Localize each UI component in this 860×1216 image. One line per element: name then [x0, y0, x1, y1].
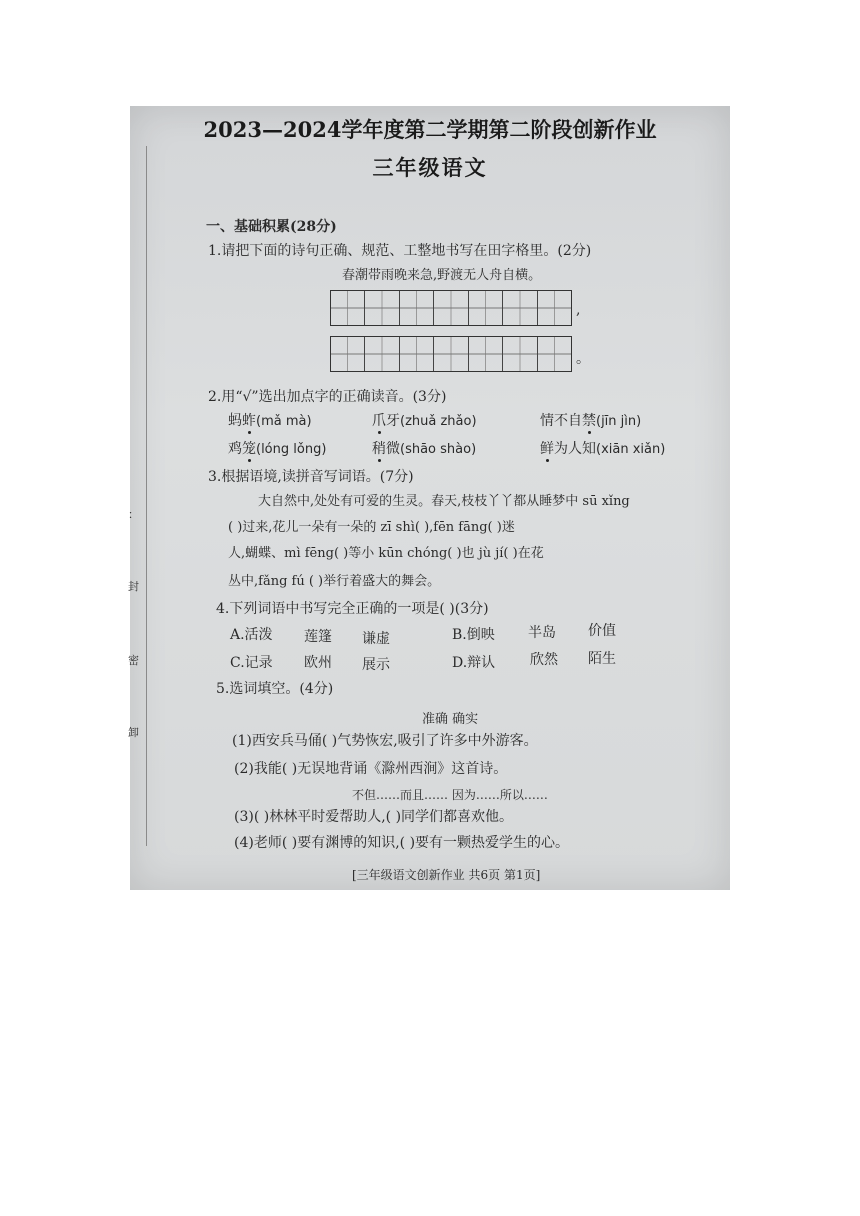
passage-line: 人,蝴蝶、mì fēng( )等小 kūn chóng( )也 jù jí( )在花 [228, 546, 544, 561]
passage-line: ( )过来,花儿一朵有一朵的 zī shì( ),fēn fāng( )迷 [228, 520, 515, 535]
grid-cell [469, 291, 503, 325]
option-d-word: 陌生 [588, 651, 616, 667]
writing-grid-2[interactable] [330, 336, 572, 372]
option-d-word[interactable]: D.辩认 [452, 655, 496, 671]
document-photo [130, 106, 730, 890]
grid-cell [400, 291, 434, 325]
passage-line: 大自然中,处处有可爱的生灵。春天,枝枝丫丫都从睡梦中 sū xǐng [258, 494, 630, 509]
char-prefix: 蚂 [228, 413, 242, 429]
poem-line: 春潮带雨晚来急,野渡无人舟自横。 [342, 268, 542, 283]
grid-1-punctuation: , [576, 302, 581, 318]
question-2-prompt: 2.用“√”选出加点字的正确读音。(3分) [208, 389, 447, 405]
margin-mark: 密 [128, 654, 139, 667]
grid-2-punctuation: 。 [576, 351, 590, 367]
grid-cell [538, 291, 571, 325]
pinyin-item[interactable] [228, 410, 312, 430]
page-edge-line [146, 146, 147, 846]
dotted-char: 鲜 [540, 441, 554, 457]
fill-item[interactable]: (1)西安兵马俑( )气势恢宏,吸引了许多中外游客。 [232, 733, 538, 749]
margin-mark: 封 [128, 580, 139, 593]
pinyin-options: (mǎ mà) [256, 414, 312, 429]
pinyin-options: (shāo shào) [400, 442, 477, 457]
option-a-word: 莲篷 [304, 629, 332, 645]
grid-cell [503, 291, 537, 325]
word-choices: 不但……而且…… 因为……所以…… [352, 788, 548, 802]
char-prefix: 鸡 [228, 441, 242, 457]
option-b-word[interactable]: B.倒映 [452, 627, 495, 643]
word-choices: 准确 确实 [422, 712, 479, 727]
char-suffix: 牙 [386, 413, 400, 429]
option-c-word: 欧州 [304, 655, 332, 671]
dotted-char: 笼 [242, 441, 256, 457]
grid-cell [400, 337, 434, 371]
pinyin-item[interactable] [372, 438, 476, 458]
fill-item[interactable]: (2)我能( )无误地背诵《滁州西涧》这首诗。 [234, 761, 508, 777]
char-suffix: 为人知 [554, 441, 596, 457]
grid-cell [365, 337, 399, 371]
pinyin-item[interactable] [228, 438, 326, 458]
option-b-word: 价值 [588, 623, 616, 639]
char-suffix: 微 [386, 441, 400, 457]
grid-cell [538, 337, 571, 371]
option-b-word: 半岛 [528, 625, 556, 641]
dotted-char: 蚱 [242, 413, 256, 429]
page-footer: [三年级语文创新作业 共6页 第1页] [352, 868, 541, 882]
writing-grid-1[interactable] [330, 290, 572, 326]
margin-mark: 卸 [128, 726, 139, 739]
passage-line: 丛中,fǎng fú ( )举行着盛大的舞会。 [228, 574, 441, 589]
option-c-word: 展示 [362, 657, 390, 673]
grid-cell [503, 337, 537, 371]
pinyin-item[interactable] [540, 438, 665, 458]
pinyin-options: (xiān xiǎn) [596, 442, 666, 457]
fill-item[interactable]: (3)( )林林平时爱帮助人,( )同学们都喜欢他。 [234, 809, 514, 825]
grid-cell [365, 291, 399, 325]
pinyin-options: (zhuǎ zhǎo) [400, 414, 477, 429]
option-c-word[interactable]: C.记录 [230, 655, 273, 671]
grid-cell [434, 337, 468, 371]
question-1-prompt: 1.请把下面的诗句正确、规范、工整地书写在田字格里。(2分) [208, 243, 592, 259]
pinyin-item[interactable] [372, 410, 477, 430]
char-prefix: 情不自 [540, 413, 582, 429]
option-a-word[interactable]: A.活泼 [230, 627, 273, 643]
grid-cell [469, 337, 503, 371]
pinyin-item[interactable] [540, 410, 641, 430]
dotted-char: 爪 [372, 413, 386, 429]
grid-cell [331, 291, 365, 325]
margin-mark: ： [128, 508, 139, 521]
section-heading: 一、基础积累(28分) [206, 219, 337, 235]
option-a-word: 谦虚 [362, 631, 390, 647]
question-4-prompt: 4.下列词语中书写完全正确的一项是( )(3分) [216, 601, 489, 617]
pinyin-options: (lóng lǒng) [256, 442, 327, 457]
dotted-char: 稍 [372, 441, 386, 457]
document-subtitle: 三年级语文 [372, 155, 488, 180]
pinyin-options: (jīn jìn) [596, 414, 642, 429]
grid-cell [434, 291, 468, 325]
question-3-prompt: 3.根据语境,读拼音写词语。(7分) [208, 469, 414, 485]
grid-cell [331, 337, 365, 371]
question-5-prompt: 5.选词填空。(4分) [216, 681, 334, 697]
document-title: 2023—2024学年度第二学期第二阶段创新作业 [203, 117, 657, 142]
option-d-word: 欣然 [530, 652, 558, 668]
fill-item[interactable]: (4)老师( )要有渊博的知识,( )要有一颗热爱学生的心。 [234, 835, 570, 851]
dotted-char: 禁 [582, 413, 596, 429]
